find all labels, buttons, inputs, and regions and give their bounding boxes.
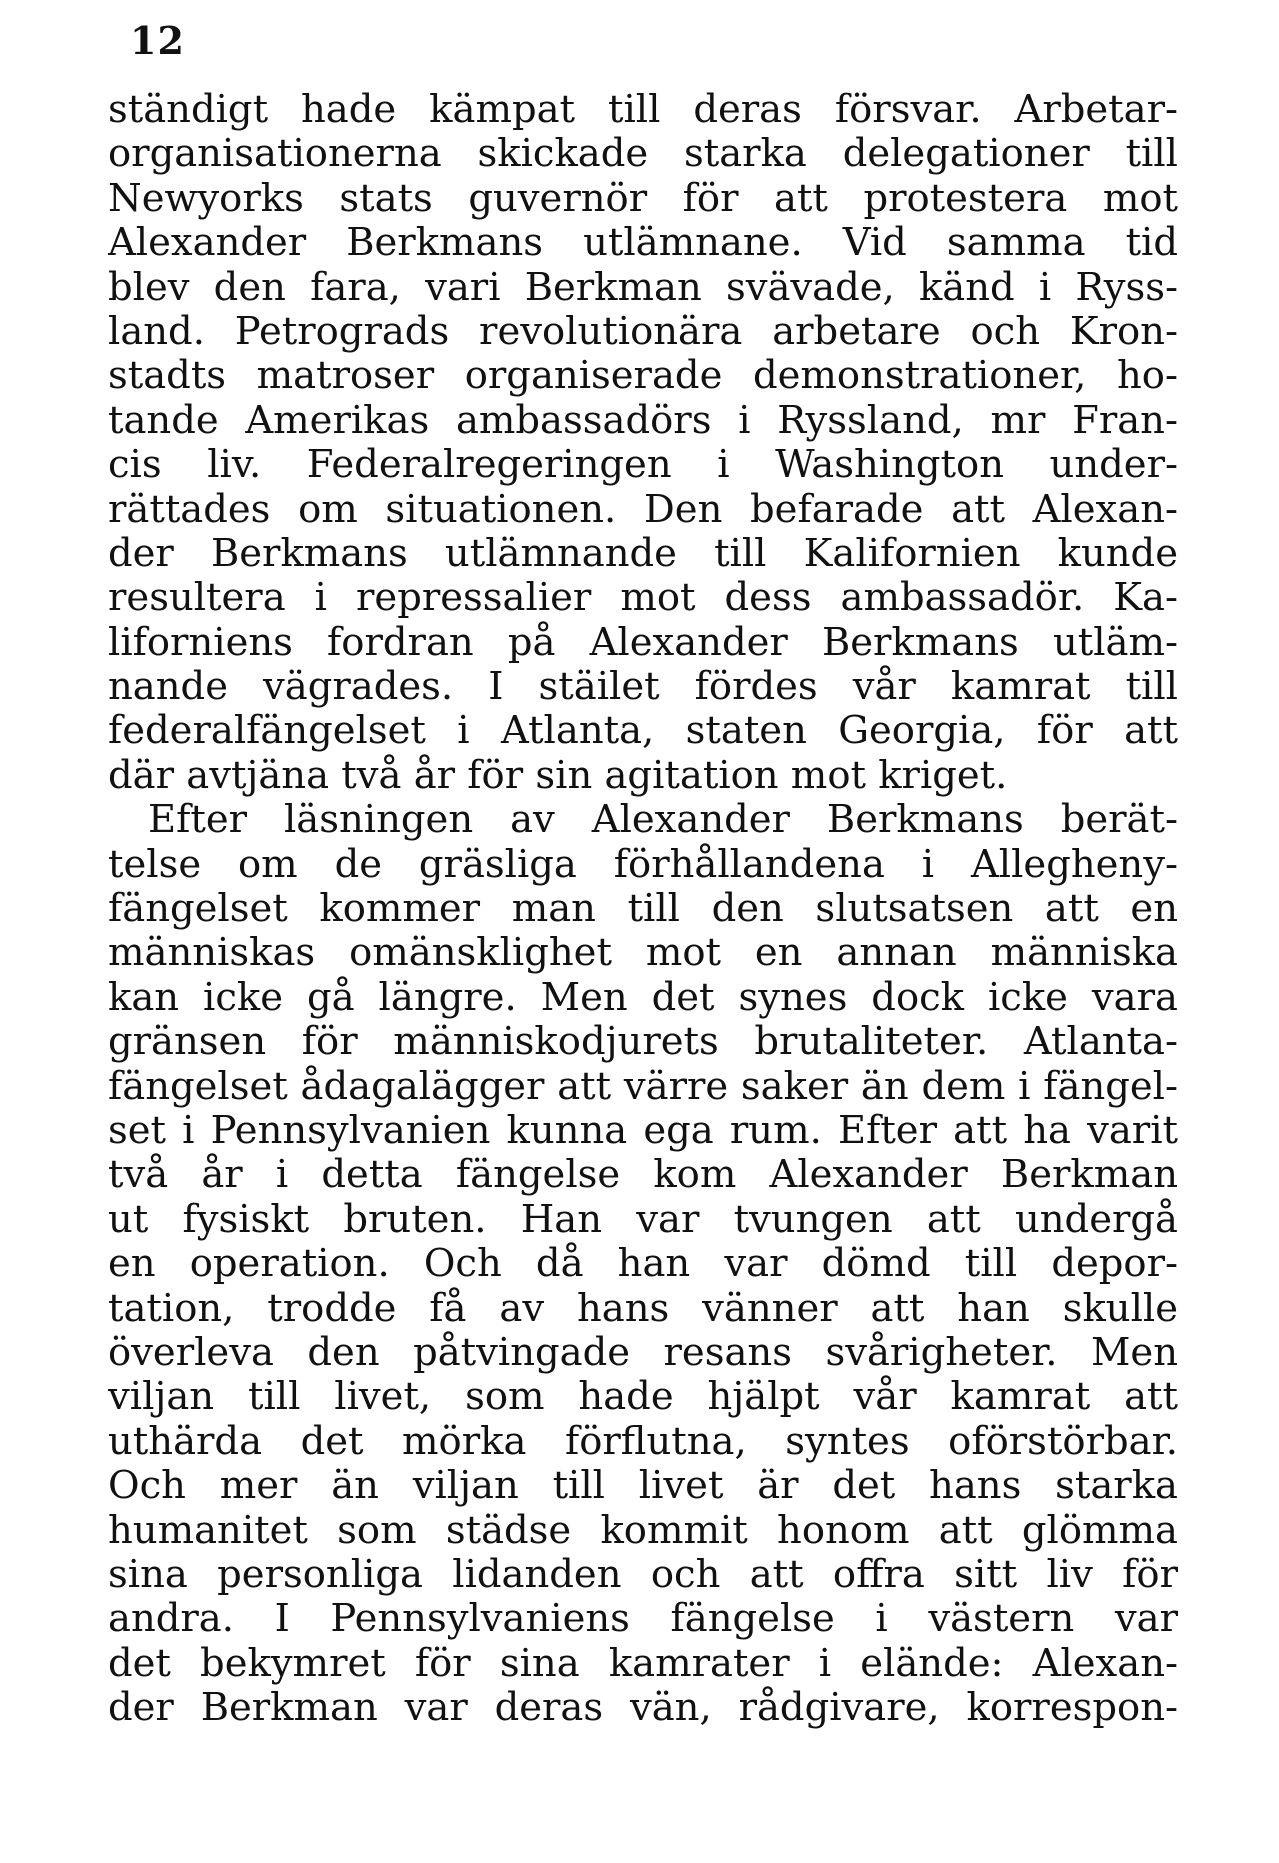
body-text [108, 88, 1178, 1730]
text-line: fängelset kommer man till den slutsatsen att en [108, 887, 1178, 932]
text-line: andra. I Pennsylvaniens fängelse i västern var [108, 1597, 1178, 1642]
text-line: liforniens fordran på Alexander Berkmans utläm- [108, 620, 1178, 665]
text-line: der Berkmans utlämnande till Kalifornien kunde [108, 531, 1178, 576]
text-line: viljan till livet, som hade hjälpt vår kamrat att [108, 1375, 1178, 1420]
text-line: resultera i repressalier mot dess ambassadör. Ka- [108, 576, 1178, 621]
text-line: kan icke gå längre. Men det synes dock icke vara [108, 975, 1178, 1020]
text-line: set i Pennsylvanien kunna ega rum. Efter att ha varit [108, 1108, 1178, 1153]
text-line: Alexander Berkmans utlämnane. Vid samma tid [108, 221, 1178, 266]
text-line: organisationerna skickade starka delegationer till [108, 132, 1178, 177]
text-line: överleva den påtvingade resans svårigheter. Men [108, 1330, 1178, 1375]
text-line: tande Amerikas ambassadörs i Ryssland, mr Fran- [108, 398, 1178, 443]
text-line: Newyorks stats guvernör för att protestera mot [108, 176, 1178, 221]
text-line: sina personliga lidanden och att offra sitt liv för [108, 1552, 1178, 1597]
text-line: gränsen för människodjurets brutaliteter. Atlanta- [108, 1020, 1178, 1065]
text-line: ut fysiskt bruten. Han var tvungen att undergå [108, 1197, 1178, 1242]
text-line: land. Petrograds revolutionära arbetare och Kron- [108, 309, 1178, 354]
text-line: federalfängelset i Atlanta, staten Georgia, för att [108, 709, 1178, 754]
text-line: blev den fara, vari Berkman svävade, känd i Ryss- [108, 265, 1178, 310]
text-line: fängelset ådagalägger att värre saker än dem i fängel- [108, 1064, 1178, 1109]
text-line: humanitet som städse kommit honom att glömma [108, 1508, 1178, 1553]
text-line: telse om de gräsliga förhållandena i Allegheny- [108, 842, 1178, 887]
text-line: två år i detta fängelse kom Alexander Berkman [108, 1153, 1178, 1198]
text-line: stadts matroser organiserade demonstrationer, ho- [108, 354, 1178, 399]
text-line: der Berkman var deras vän, rådgivare, korrespon- [108, 1686, 1178, 1731]
text-line: Efter läsningen av Alexander Berkmans berät- [148, 798, 1178, 843]
text-line: tation, trodde få av hans vänner att han skulle [108, 1286, 1178, 1331]
text-line: ständigt hade kämpat till deras försvar. Arbetar- [108, 88, 1178, 132]
text-line: cis liv. Federalregeringen i Washington under- [108, 443, 1178, 488]
text-line: uthärda det mörka förflutna, syntes oförstörbar. [108, 1419, 1178, 1464]
text-line: en operation. Och då han var dömd till depor- [108, 1242, 1178, 1287]
text-line: rättades om situationen. Den befarade att Alexan- [108, 487, 1178, 532]
text-line: nande vägrades. I stäilet fördes vår kamrat till [108, 665, 1178, 710]
text-line: där avtjäna två år för sin agitation mot kriget. [108, 753, 1008, 798]
text-line: Och mer än viljan till livet är det hans starka [108, 1464, 1178, 1509]
text-line: det bekymret för sina kamrater i elände: Alexan- [108, 1641, 1178, 1686]
text-line: människas omänsklighet mot en annan människa [108, 931, 1178, 976]
page-number: 12 [130, 18, 185, 63]
